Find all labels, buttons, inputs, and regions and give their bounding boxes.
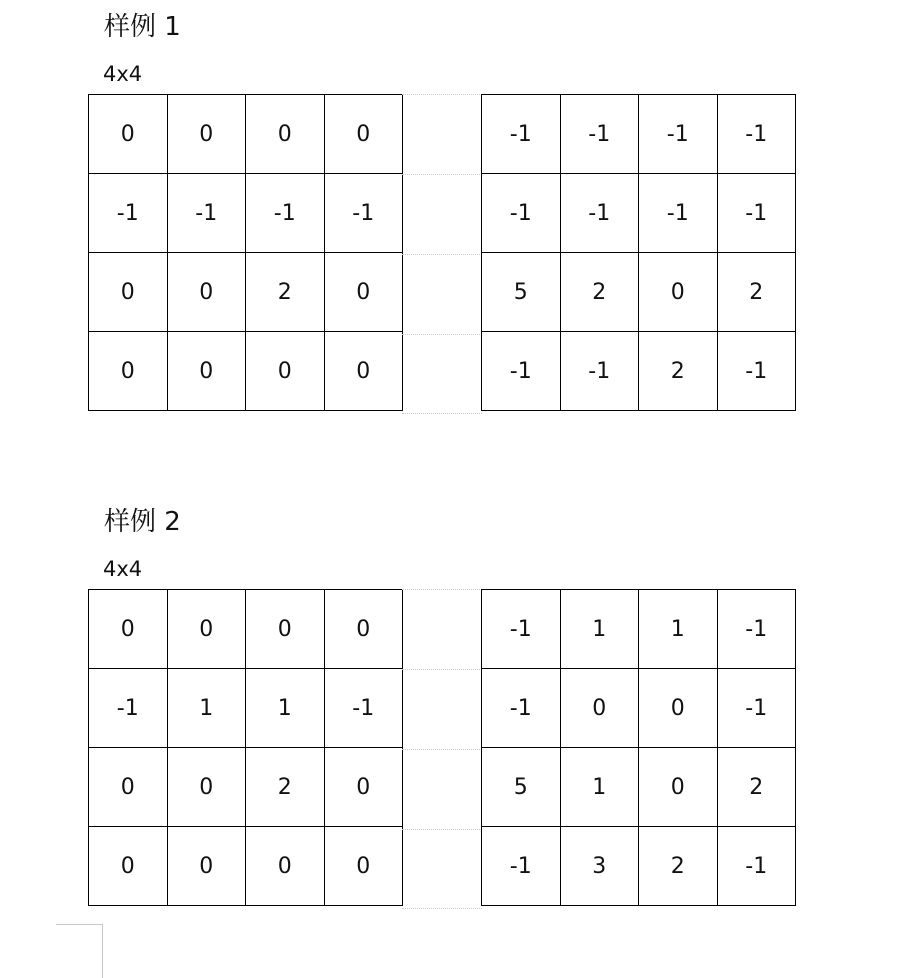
- grid-cell: 0: [89, 332, 168, 411]
- grid-cell: 0: [167, 332, 246, 411]
- grid-cell: 1: [167, 669, 246, 748]
- example-1-output-grid: [481, 94, 796, 411]
- grid-cell: 0: [246, 332, 325, 411]
- grid-cell: -1: [89, 174, 168, 253]
- grid-cell: 0: [89, 748, 168, 827]
- grid-row: [89, 174, 403, 253]
- grid-cell: 1: [560, 590, 639, 669]
- grid-row: [89, 827, 403, 906]
- grid-row: [482, 590, 796, 669]
- grid-cell: 2: [560, 253, 639, 332]
- grid-cell: -1: [717, 827, 796, 906]
- grid-cell: -1: [167, 174, 246, 253]
- table-gap-guide: [402, 908, 482, 909]
- grid-cell: 0: [324, 590, 403, 669]
- grid-cell: 1: [560, 748, 639, 827]
- grid-cell: -1: [717, 590, 796, 669]
- grid-row: [482, 669, 796, 748]
- grid-cell: 5: [482, 748, 561, 827]
- grid-cell: 0: [560, 669, 639, 748]
- grid-cell: -1: [246, 174, 325, 253]
- grid-cell: 2: [639, 332, 718, 411]
- grid-cell: -1: [482, 590, 561, 669]
- table-gap-guide: [402, 334, 482, 335]
- grid-cell: 0: [89, 253, 168, 332]
- grid-cell: 0: [324, 95, 403, 174]
- grid-cell: 0: [89, 95, 168, 174]
- grid-cell: 0: [639, 748, 718, 827]
- grid-cell: 0: [246, 590, 325, 669]
- grid-cell: 1: [246, 669, 325, 748]
- grid-cell: 2: [717, 253, 796, 332]
- grid-row: [482, 332, 796, 411]
- grid-cell: 0: [89, 827, 168, 906]
- grid-row: [89, 748, 403, 827]
- grid-cell: 0: [324, 827, 403, 906]
- grid-cell: -1: [717, 95, 796, 174]
- grid-row: [89, 253, 403, 332]
- grid-cell: 0: [246, 827, 325, 906]
- grid-cell: 0: [324, 748, 403, 827]
- grid-cell: 3: [560, 827, 639, 906]
- grid-cell: -1: [560, 332, 639, 411]
- grid-row: [89, 590, 403, 669]
- grid-cell: 2: [639, 827, 718, 906]
- grid-cell: -1: [717, 174, 796, 253]
- table-gap-guide: [402, 589, 482, 590]
- example-2-output-grid: [481, 589, 796, 906]
- page-corner-mark: [56, 924, 102, 925]
- table-gap-guide: [402, 749, 482, 750]
- grid-row: [89, 669, 403, 748]
- grid-cell: 0: [167, 253, 246, 332]
- grid-cell: -1: [482, 827, 561, 906]
- grid-cell: 0: [324, 332, 403, 411]
- grid-cell: -1: [482, 174, 561, 253]
- grid-cell: 2: [246, 748, 325, 827]
- grid-cell: -1: [482, 95, 561, 174]
- grid-row: [89, 95, 403, 174]
- grid-cell: 0: [639, 669, 718, 748]
- grid-row: [482, 95, 796, 174]
- grid-cell: 2: [717, 748, 796, 827]
- grid-cell: 0: [89, 590, 168, 669]
- grid-cell: 0: [246, 95, 325, 174]
- grid-row: [482, 174, 796, 253]
- grid-cell: -1: [324, 669, 403, 748]
- table-gap-guide: [402, 174, 482, 175]
- example-1-title: 样例 1: [104, 12, 181, 42]
- example-1-size-label: 4x4: [103, 62, 143, 86]
- grid-row: [482, 827, 796, 906]
- grid-cell: 0: [167, 748, 246, 827]
- grid-cell: 0: [639, 253, 718, 332]
- grid-cell: -1: [482, 332, 561, 411]
- table-gap-guide: [402, 413, 482, 414]
- example-2-size-label: 4x4: [103, 557, 143, 581]
- grid-cell: -1: [639, 95, 718, 174]
- grid-cell: -1: [717, 332, 796, 411]
- grid-row: [89, 332, 403, 411]
- grid-cell: -1: [89, 669, 168, 748]
- grid-cell: -1: [324, 174, 403, 253]
- example-2-input-grid: [88, 589, 403, 906]
- table-gap-guide: [402, 829, 482, 830]
- grid-row: [482, 748, 796, 827]
- example-2-title: 样例 2: [104, 507, 181, 537]
- grid-cell: 0: [167, 590, 246, 669]
- grid-row: [482, 253, 796, 332]
- grid-cell: 0: [167, 827, 246, 906]
- grid-cell: -1: [717, 669, 796, 748]
- grid-cell: -1: [560, 95, 639, 174]
- table-gap-guide: [402, 254, 482, 255]
- grid-cell: -1: [482, 669, 561, 748]
- example-1-input-grid: [88, 94, 403, 411]
- grid-cell: -1: [639, 174, 718, 253]
- table-gap-guide: [402, 669, 482, 670]
- grid-cell: 5: [482, 253, 561, 332]
- grid-cell: 0: [167, 95, 246, 174]
- grid-cell: 0: [324, 253, 403, 332]
- table-gap-guide: [402, 94, 482, 95]
- grid-cell: 2: [246, 253, 325, 332]
- grid-cell: -1: [560, 174, 639, 253]
- page-corner-mark: [102, 924, 103, 978]
- grid-cell: 1: [639, 590, 718, 669]
